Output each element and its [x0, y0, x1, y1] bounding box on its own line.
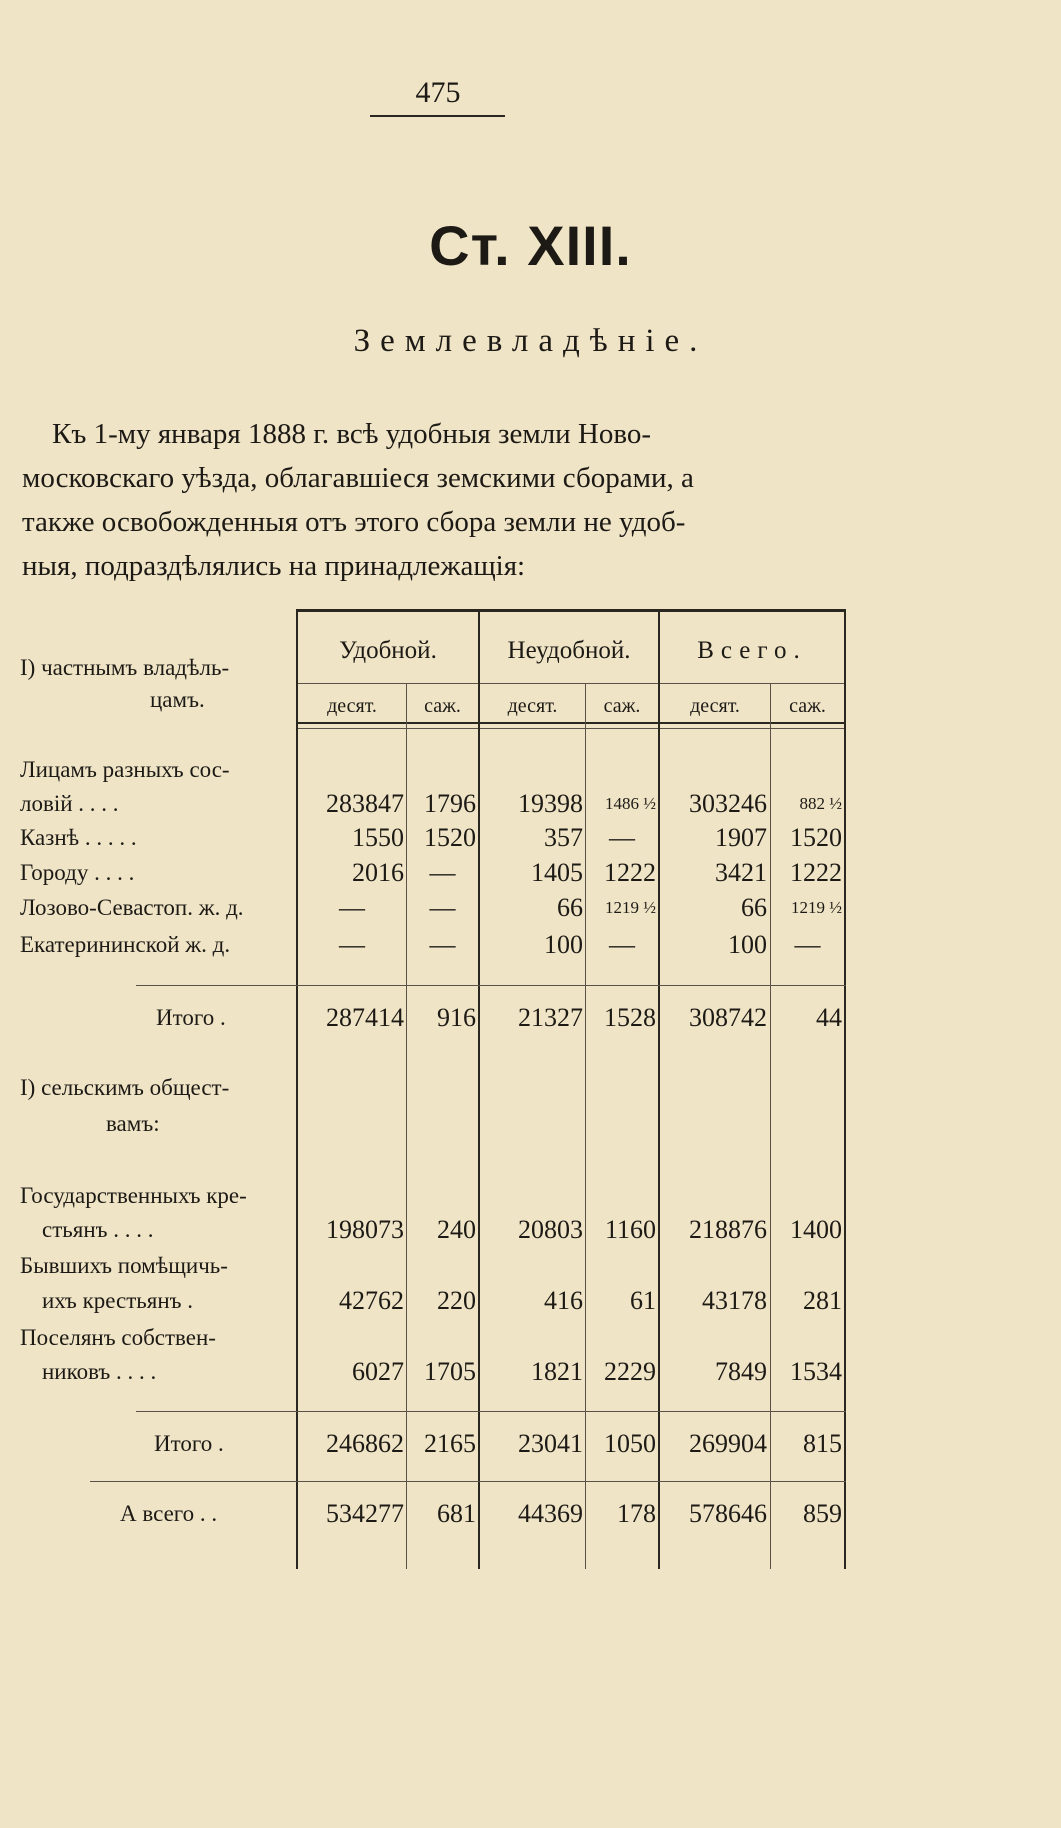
col-divider-2: [585, 683, 586, 1569]
cell: 1550: [352, 823, 404, 852]
cell: 281: [803, 1286, 842, 1315]
row-label: Поселянъ собствен-: [20, 1325, 216, 1350]
cell: 578646: [689, 1499, 767, 1528]
cell: 882 ½: [799, 794, 842, 813]
total-label: Итого .: [154, 1431, 224, 1456]
group-divider-1: [478, 609, 480, 1569]
header-neudobnoi: Неудобной.: [507, 637, 631, 664]
row-label: Бывшихъ помѣщичь-: [20, 1253, 228, 1278]
page-number: 475: [415, 76, 461, 109]
cell: 534277: [326, 1499, 404, 1528]
total2-rule: [136, 1411, 846, 1412]
cell: 1534: [790, 1357, 842, 1386]
cell: —: [609, 930, 635, 959]
subheader-desyat: десят.: [690, 695, 740, 717]
cell: 44369: [518, 1499, 583, 1528]
header-bottom-rule: [298, 722, 846, 724]
col-divider-1: [406, 683, 407, 1569]
header-vsego: Всего.: [697, 637, 807, 664]
row-label: ихъ крестьянъ .: [42, 1288, 194, 1313]
table-top-rule: [298, 609, 846, 612]
cell: 218876: [689, 1215, 767, 1244]
cell: 1400: [790, 1215, 842, 1244]
cell: 61: [630, 1286, 656, 1315]
cell: —: [429, 858, 456, 887]
cell: 1405: [531, 858, 583, 887]
header-mid-rule: [298, 683, 846, 684]
section2-label: вамъ:: [106, 1111, 160, 1136]
cell: 269904: [689, 1429, 767, 1458]
cell: 23041: [518, 1429, 583, 1458]
cell: 303246: [689, 789, 767, 818]
cell: 1050: [604, 1429, 656, 1458]
section1-label: цамъ.: [150, 687, 205, 712]
row-label: никовъ . . . .: [42, 1359, 157, 1384]
subheader-sazh: саж.: [603, 695, 641, 717]
cell: 246862: [326, 1429, 404, 1458]
cell: 416: [544, 1286, 583, 1315]
row-label: Екатерининской ж. д.: [20, 932, 231, 957]
cell: 66: [557, 893, 583, 922]
section2-label: I) сельскимъ общест-: [20, 1075, 230, 1100]
grand-total-rule: [90, 1481, 846, 1482]
row-label: Лозово-Севастоп. ж. д.: [20, 895, 244, 920]
subheader-sazh: саж.: [424, 695, 461, 717]
col-divider-3: [770, 683, 771, 1569]
grand-total-label: А всего . .: [120, 1501, 218, 1526]
cell: 283847: [326, 789, 404, 818]
cell: 357: [544, 823, 583, 852]
total-label: Итого .: [156, 1005, 226, 1030]
section1-label: I) частнымъ владѣль-: [20, 655, 230, 680]
cell: 198073: [326, 1215, 404, 1244]
cell: 220: [437, 1286, 476, 1315]
cell: 1486 ½: [605, 794, 656, 813]
cell: 100: [728, 930, 767, 959]
cell: 1705: [424, 1357, 476, 1386]
cell: 1528: [604, 1003, 656, 1032]
cell: —: [339, 930, 365, 959]
cell: 44: [816, 1003, 842, 1032]
cell: 1907: [715, 823, 767, 852]
subheader-desyat: десят.: [507, 695, 558, 717]
cell: 43178: [702, 1286, 767, 1315]
intro-line: Къ 1-му января 1888 г. всѣ удобныя земли Ново-: [52, 418, 652, 450]
cell: 2229: [604, 1357, 656, 1386]
row-label: ловій . . . .: [20, 791, 119, 816]
row-label: Лицамъ разныхъ сос-: [20, 757, 230, 782]
section-subtitle: Землевладѣніе.: [353, 323, 708, 359]
row-label: Городу . . . .: [20, 860, 135, 885]
cell: 1219 ½: [791, 898, 842, 917]
cell: 1222: [604, 858, 656, 887]
cell: —: [429, 930, 456, 959]
cell: 1520: [790, 823, 842, 852]
cell: 1219 ½: [605, 898, 656, 917]
cell: 1222: [790, 858, 842, 887]
cell: 66: [741, 893, 767, 922]
cell: 287414: [326, 1003, 404, 1032]
total1-rule: [136, 985, 846, 986]
cell: 815: [803, 1429, 842, 1458]
header-udobnoi: Удобной.: [339, 637, 437, 664]
intro-line: ныя, подраздѣлялись на принадлежащія:: [22, 550, 526, 582]
cell: 1796: [424, 789, 476, 818]
row-label: Казнѣ . . . . .: [20, 825, 137, 850]
cell: 681: [437, 1499, 476, 1528]
row-label: стьянъ . . . .: [42, 1217, 154, 1242]
cell: —: [794, 930, 821, 959]
cell: 42762: [339, 1286, 404, 1315]
row-label: Государственныхъ кре-: [20, 1183, 247, 1208]
cell: 1160: [604, 1215, 656, 1244]
subheader-sazh: саж.: [789, 695, 826, 717]
cell: 1520: [424, 823, 476, 852]
group-divider-2: [658, 609, 660, 1569]
cell: 6027: [352, 1357, 404, 1386]
cell: 178: [617, 1499, 656, 1528]
cell: 21327: [518, 1003, 583, 1032]
cell: 20803: [518, 1215, 583, 1244]
cell: —: [609, 823, 635, 852]
subheader-desyat: десят.: [327, 695, 377, 717]
table-left-rule: [296, 609, 298, 1569]
cell: 3421: [715, 858, 767, 887]
cell: 2165: [424, 1429, 476, 1458]
cell: 1821: [531, 1357, 583, 1386]
intro-line: также освобожденныя отъ этого сбора земли не удоб-: [22, 506, 686, 538]
cell: 7849: [715, 1357, 767, 1386]
section-title: Ст. XIII.: [429, 214, 632, 277]
cell: 240: [437, 1215, 476, 1244]
intro-line: московскаго уѣзда, облагавшіеся земскими сборами, а: [22, 462, 694, 494]
cell: 916: [437, 1003, 476, 1032]
cell: 2016: [352, 858, 404, 887]
cell: 100: [544, 930, 583, 959]
cell: —: [429, 893, 456, 922]
header-bottom-rule-2: [298, 728, 846, 729]
cell: 308742: [689, 1003, 767, 1032]
cell: 859: [803, 1499, 842, 1528]
cell: —: [339, 893, 365, 922]
table-right-rule: [844, 609, 846, 1569]
cell: 19398: [518, 789, 583, 818]
